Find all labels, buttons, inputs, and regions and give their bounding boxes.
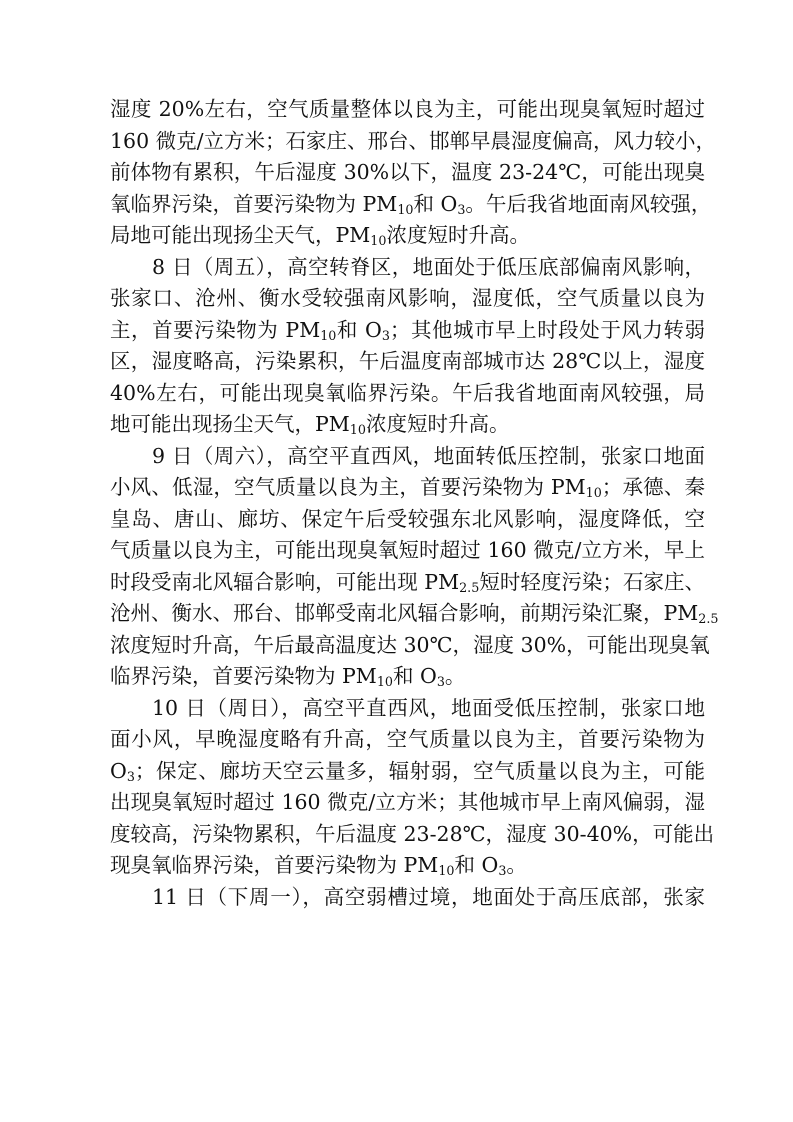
text-line: 现臭氧临界污染，首要污染物为 $PM_{10}$和 $O_3$。 [110, 853, 527, 879]
paragraph-day-9 [110, 441, 719, 693]
text-line: 主，首要污染物为 $PM_{10}$和 $O_3$；其他城市早上时段处于风力转弱 [110, 317, 705, 343]
text-line: 40%左右，可能出现臭氧临界污染。午后我省地面南风较强，局 [110, 380, 705, 405]
text-line: $O_3$；保定、廊坊天空云量多，辐射弱，空气质量以良为主，可能 [110, 758, 705, 784]
text-line: 区，湿度略高，污染累积，午后温度南部城市达 28℃以上，湿度 [110, 349, 705, 373]
text-line: 地可能出现扬尘天气，$PM_{10}$浓度短时升高。 [110, 412, 510, 438]
paragraph-continued [110, 94, 717, 252]
paragraph-day-8 [110, 252, 705, 441]
paragraph-day-11 [110, 882, 705, 914]
text-line: 浓度短时升高，午后最高温度达 30℃，湿度 30%，可能出现臭氧 [110, 632, 710, 657]
text-line: 前体物有累积，午后湿度 30%以下，温度 23-24℃，可能出现臭 [110, 160, 705, 184]
text-line: 面小风，早晚湿度略有升高，空气质量以良为主，首要污染物为 [110, 727, 705, 751]
text-line: 160 微克/立方米；石家庄、邢台、邯郸早晨湿度偏高，风力较小， [110, 128, 717, 153]
text-line: 度较高，污染物累积，午后温度 23-28℃，湿度 30-40%，可能出 [110, 821, 715, 846]
text-line: 气质量以良为主，可能出现臭氧短时超过 160 微克/立方米，早上 [110, 538, 705, 562]
text-line: 出现臭氧短时超过 160 微克/立方米；其他城市早上南风偏弱，湿 [110, 790, 705, 814]
text-line: 时段受南北风辐合影响，可能出现 $PM_{2.5}$短时轻度污染；石家庄、 [110, 569, 705, 595]
text-line: 湿度 20%左右，空气质量整体以良为主，可能出现臭氧短时超过 [110, 97, 705, 121]
text-line: 10 日（周日），高空平直西风，地面受低压控制，张家口地 [152, 695, 705, 720]
document-page [110, 94, 719, 913]
paragraph-day-10 [110, 693, 715, 882]
text-line: 皇岛、唐山、廊坊、保定午后受较强东北风影响，湿度降低，空 [110, 506, 705, 531]
text-line: 9 日（周六），高空平直西风，地面转低压控制，张家口地面 [152, 443, 705, 468]
text-line: 局地可能出现扬尘天气，$PM_{10}$浓度短时升高。 [110, 223, 530, 249]
text-line: 11 日（下周一），高空弱槽过境，地面处于高压底部，张家 [152, 884, 705, 909]
text-line: 沧州、衡水、邢台、邯郸受南北风辐合影响，前期污染汇聚，$PM_{2.5}$ [110, 601, 719, 627]
text-line: 氧临界污染，首要污染物为 $PM_{10}$和 $O_3$。午后我省地面南风较强， [110, 191, 712, 217]
text-line: 张家口、沧州、衡水受较强南风影响，湿度低，空气质量以良为 [110, 286, 705, 310]
text-line: 8 日（周五），高空转脊区，地面处于低压底部偏南风影响， [152, 254, 705, 279]
text-line: 临界污染，首要污染物为 $PM_{10}$和 $O_3$。 [110, 664, 466, 690]
text-line: 小风、低湿，空气质量以良为主，首要污染物为 $PM_{10}$；承德、秦 [110, 475, 705, 501]
